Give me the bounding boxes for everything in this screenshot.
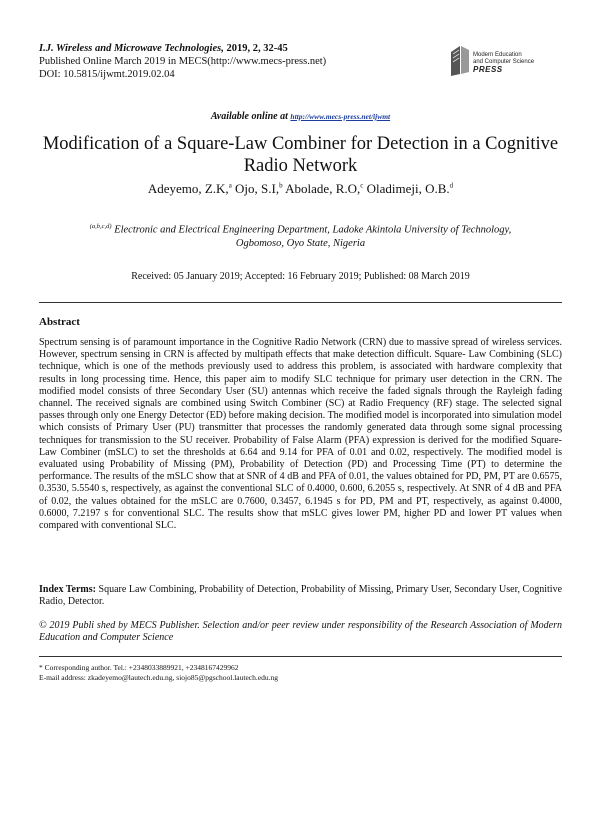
abstract-body: Spectrum sensing is of paramount importance in the Cognitive Radio Network (CRN) due to massive spread of wireless services. However, spectrum sensing in CRN is affected by multipath effects that make detection difficult. Square- Law Combining (SLC) technique, which is one of the methods previously used to address this problem, is associated with hardware complexity that results in long processing time. Hence, this paper aim to modify SLC technique for primary user detection in the CRN. The modified model consists of three Secondary User (SU) antennas which receive the faded signals through the Rayleigh fading channel. The received signals are combined using Switch Combiner (SC) at Radio Frequency (RF) stage. The selected signal passes through only one Energy Detector (ED) before making decision. The modified model is incorporated into simulation model which consists of Primary User (PU) transmitter that processes the randomly generated data through some signal processing techniques for transmission to the SU receiver. Probability of False Alarm (PFA) expression is derived for the modified Square-Law Combiner (mSLC) to set the thresholds at 6.64 and 9.14 for PFA of 0.01 and 0.02, respectively. The modified model is evaluated using Probability of Missing (PM), Probability of Detection (PD) and Processing Time (PT) to determine the performance. The results of the mSLC show that at SNR of 4 dB and PFA of 0.01, the values obtained for PD, PM, PT are 0.6575, 0.3530, 5.5540 s, respectively, as against the conventional SLC of 0.4000, 0.600, 6.2055 s, respectively. At SNR of 4 dB and PFA of 0.02, the values obtained for the mSLC are 0.7600, 0.3457, 6.1945 s for PD, PM and PT, respectively, as against 0.4000, 0.6000, 7.2197 s for conventional SLC. The results show that mSLC gives lower PM, higher PD and lower PT values when compared with conventional SLC. <box>39 337 562 532</box>
logo-press: PRESS <box>473 65 503 74</box>
book-logo-icon <box>449 42 471 78</box>
logo-line-2: and Computer Science <box>473 59 535 65</box>
affiliation-sup: (a,b,c,d) <box>89 223 112 230</box>
divider <box>39 656 562 657</box>
affiliation <box>40 220 561 250</box>
affiliation-text-2: Ogbomoso, Oyo State, Nigeria <box>235 237 366 249</box>
index-terms-label: Index Terms: <box>39 584 96 595</box>
index-terms <box>39 584 562 608</box>
corresponding-author: * Corresponding author. Tel.: +2348033889921, +2348167429962 <box>39 663 239 672</box>
available-url-link[interactable]: http://www.mecs-press.net/ijwmt <box>290 112 391 121</box>
logo-line-1: Modern Education <box>473 52 522 58</box>
available-label: Available online at <box>210 111 288 122</box>
author-sup: a <box>228 181 232 190</box>
email-address: E-mail address: zkadeyemo@lautech.edu.ng, siojo85@pgschool.lautech.edu.ng <box>39 673 278 682</box>
journal-name: I.J. Wireless and Microwave Technologies, <box>39 43 224 54</box>
author-name: Ojo, S.I, <box>235 181 280 196</box>
publication-dates: Received: 05 January 2019; Accepted: 16 February 2019; Published: 08 March 2019 <box>131 271 470 282</box>
abstract-heading: Abstract <box>39 316 80 328</box>
published-online: Published Online March 2019 in MECS(http://www.mecs-press.net) <box>39 56 327 67</box>
index-terms-text: Square Law Combining, Probability of Detection, Probability of Missing, Primary User, Secondary User, Cognitive Radio, Detector. <box>39 584 563 608</box>
journal-issue: 2019, 2, 32-45 <box>223 43 288 54</box>
copyright-notice: © 2019 Publi shed by MECS Publisher. Selection and/or peer review under responsibility of the Research Association of Modern Education and Computer Science <box>39 620 562 644</box>
journal-header <box>39 42 326 81</box>
author-sup: d <box>449 181 454 190</box>
affiliation-text: Electronic and Electrical Engineering Department, Ladoke Akintola University of Technology, <box>114 224 512 236</box>
available-online <box>0 111 601 122</box>
publisher-logo <box>449 38 569 94</box>
doi: DOI: 10.5815/ijwmt.2019.02.04 <box>39 69 175 80</box>
author-sup: c <box>360 181 364 190</box>
author-name: Adeyemo, Z.K, <box>147 181 229 196</box>
author-list <box>0 181 601 197</box>
footnote <box>39 663 278 683</box>
author-name: Abolade, R.O, <box>285 181 361 196</box>
author-name: Oladimeji, O.B. <box>366 181 450 196</box>
author-sup: b <box>279 181 283 190</box>
paper-title: Modification of a Square-Law Combiner for Detection in a Cognitive Radio Network <box>42 134 559 176</box>
divider <box>39 302 562 303</box>
